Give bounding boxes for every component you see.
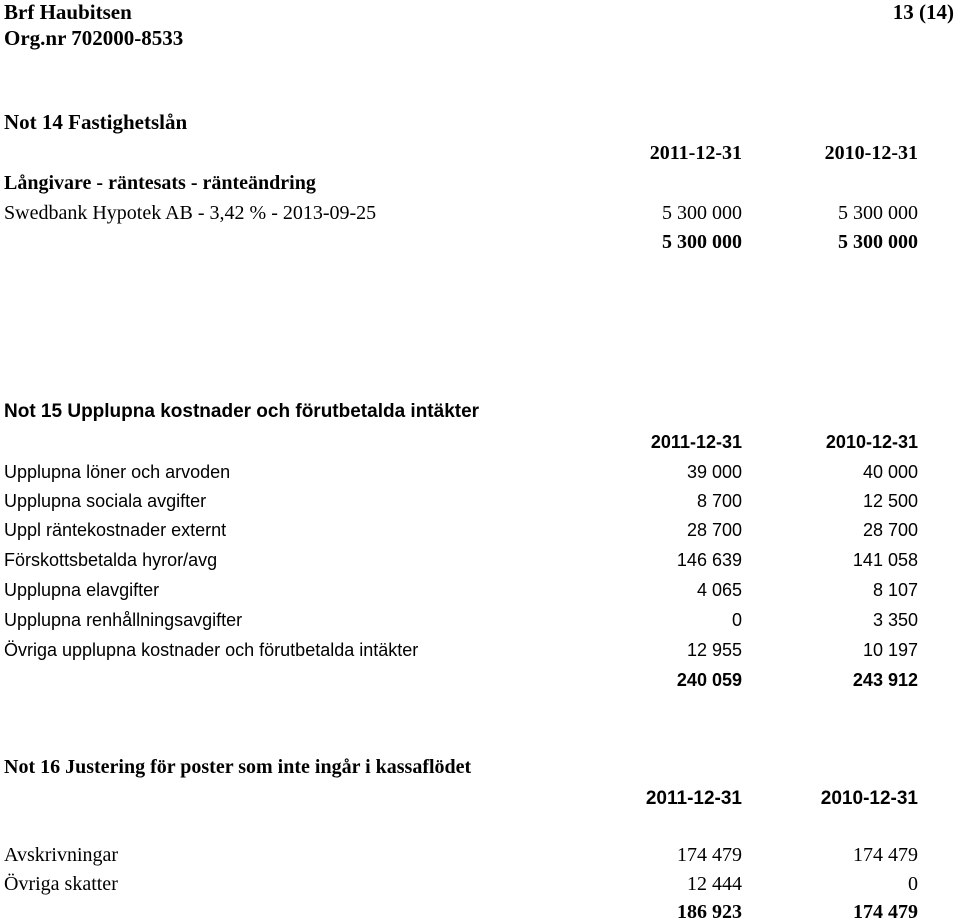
note14-col1-header: 2011-12-31 xyxy=(649,142,742,164)
note15-col2-header: 2010-12-31 xyxy=(825,432,918,452)
table-row-value2: 12 500 xyxy=(862,491,918,511)
note14-lender: Swedbank Hypotek AB - 3,42 % - 2013-09-25 xyxy=(4,202,377,224)
note14-title: Not 14 Fastighetslån xyxy=(4,110,188,134)
table-row-label: Avskrivningar xyxy=(4,844,119,866)
table-row-value1: 174 479 xyxy=(677,844,742,866)
table-row-label: Övriga upplupna kostnader och förutbetalda intäkter xyxy=(4,640,419,660)
org-name: Brf Haubitsen xyxy=(4,0,132,24)
table-row-value1: 8 700 xyxy=(696,491,742,511)
table-row-value2: 40 000 xyxy=(862,462,918,482)
table-row-value2: 174 479 xyxy=(853,844,918,866)
table-row-value1: 28 700 xyxy=(686,520,742,540)
table-row-value1: 39 000 xyxy=(686,462,742,482)
org-number: Org.nr 702000-8533 xyxy=(4,26,184,50)
table-row-value1: 146 639 xyxy=(676,550,742,570)
note15-title: Not 15 Upplupna kostnader och förutbetalda intäkter xyxy=(4,401,480,422)
table-row-value1: 0 xyxy=(731,610,742,630)
note15-total1: 240 059 xyxy=(676,670,742,690)
table-row-value2: 8 107 xyxy=(872,580,918,600)
note14-val1: 5 300 000 xyxy=(662,202,742,224)
table-row-label: Upplupna renhållningsavgifter xyxy=(4,610,243,630)
table-row-label: Förskottsbetalda hyror/avg xyxy=(4,550,218,570)
table-row-value2: 141 058 xyxy=(852,550,918,570)
table-row-label: Övriga skatter xyxy=(4,873,118,895)
note16-title: Not 16 Justering för poster som inte ingår i kassaflödet xyxy=(4,756,472,778)
table-row-label: Upplupna sociala avgifter xyxy=(4,491,207,511)
table-row-value1: 12 444 xyxy=(687,873,742,895)
table-row-value2: 10 197 xyxy=(862,640,918,660)
note14-subheading: Långivare - räntesats - ränteändring xyxy=(4,172,316,194)
table-row-value2: 28 700 xyxy=(862,520,918,540)
note14-total1: 5 300 000 xyxy=(662,231,742,253)
table-row-value1: 4 065 xyxy=(696,580,742,600)
note14-val2: 5 300 000 xyxy=(838,202,918,224)
note15-total2: 243 912 xyxy=(852,670,918,690)
note16-col1-header: 2011-12-31 xyxy=(645,788,742,809)
page-number: 13 (14) xyxy=(892,0,954,24)
table-row-label: Uppl räntekostnader externt xyxy=(4,520,227,540)
note16-total2: 174 479 xyxy=(853,901,918,923)
table-row-value2: 0 xyxy=(908,873,918,895)
table-row-value2: 3 350 xyxy=(872,610,918,630)
note14-col2-header: 2010-12-31 xyxy=(824,142,918,164)
table-row-value1: 12 955 xyxy=(686,640,742,660)
note16-col2-header: 2010-12-31 xyxy=(820,788,918,809)
table-row-label: Upplupna löner och arvoden xyxy=(4,462,231,482)
note14-total2: 5 300 000 xyxy=(838,231,918,253)
table-row-label: Upplupna elavgifter xyxy=(4,580,160,600)
note15-col1-header: 2011-12-31 xyxy=(650,432,742,452)
note16-total1: 186 923 xyxy=(677,901,742,923)
